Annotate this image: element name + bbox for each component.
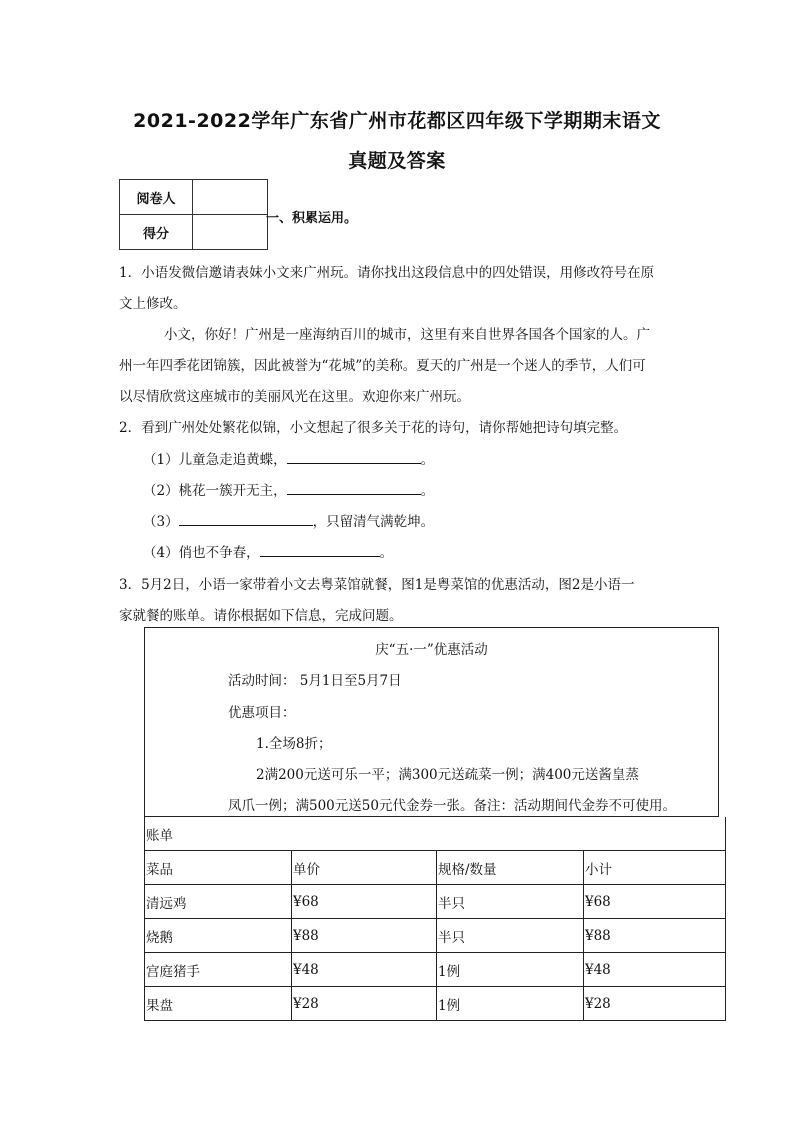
bill-caption: 账单 bbox=[145, 817, 726, 851]
q2-item-1-end: 。 bbox=[420, 452, 435, 468]
page-title-continued: 真题及答案 bbox=[348, 150, 446, 172]
q1-passage-line3: 以尽情欣赏这座城市的美丽风光在这里。欢迎你来广州玩。 bbox=[119, 389, 470, 405]
q2-item-4-end: 。 bbox=[379, 545, 394, 561]
bill-cell-dish: 烧鹅 bbox=[145, 919, 292, 953]
bill-header-row bbox=[145, 851, 726, 885]
promotion-item-2: 2满200元送可乐一平；满300元送疏菜一例；满400元送酱皇蒸 bbox=[256, 767, 639, 783]
q2-item-2 bbox=[143, 479, 434, 499]
score-label: 得分 bbox=[120, 215, 193, 250]
bill-cell-subtotal: ¥28 bbox=[584, 987, 726, 1021]
promotion-title: 庆“五·一”优惠活动 bbox=[375, 642, 488, 658]
q1-passage-line1: 小文，你好！广州是一座海纳百川的城市，这里有来自世界各国各个国家的人。广 bbox=[164, 327, 650, 343]
bill-cell-spec: 半只 bbox=[437, 885, 584, 919]
promotion-item-2-continued: 凤爪一例；满500元送50元代金券一张。备注：活动期间代金券不可使用。 bbox=[228, 798, 676, 814]
bill-cell-price: ¥28 bbox=[292, 987, 437, 1021]
section-heading: 一、积累运用。 bbox=[266, 211, 358, 226]
q3-stem-line2: 家就餐的账单。请你根据如下信息，完成问题。 bbox=[119, 608, 403, 624]
bill-cell-spec: 1例 bbox=[437, 987, 584, 1021]
bill-cell-price: ¥48 bbox=[292, 953, 437, 987]
q2-stem: 2．看到广州处处繁花似锦，小文想起了很多关于花的诗句，请你帮她把诗句填完整。 bbox=[119, 420, 628, 436]
bill-cell-price: ¥88 bbox=[292, 919, 437, 953]
bill-header-price: 单价 bbox=[292, 851, 437, 885]
promotion-box bbox=[144, 627, 719, 817]
q2-item-3-answer-blank[interactable] bbox=[179, 512, 313, 526]
q1-stem-line2: 文上修改。 bbox=[119, 296, 187, 312]
bill-cell-dish: 宫庭猪手 bbox=[145, 953, 292, 987]
bill-header-subtotal: 小计 bbox=[584, 851, 726, 885]
q2-item-2-end: 。 bbox=[420, 483, 435, 499]
bill-cell-price: ¥68 bbox=[292, 885, 437, 919]
bill-cell-dish: 果盘 bbox=[145, 987, 292, 1021]
q1-stem-line1: 1．小语发微信邀请表妹小文来广州玩。请你找出这段信息中的四处错误，用修改符号在原 bbox=[119, 265, 655, 281]
table-row bbox=[145, 953, 726, 987]
promotion-items-label: 优惠项目： bbox=[228, 705, 296, 721]
bill-cell-spec: 半只 bbox=[437, 919, 584, 953]
bill-cell-dish: 清远鸡 bbox=[145, 885, 292, 919]
q2-item-3-end: ，只留清气满乾坤。 bbox=[312, 514, 435, 530]
bill-header-spec: 规格/数量 bbox=[437, 851, 584, 885]
reviewer-field[interactable] bbox=[193, 180, 268, 215]
q2-item-4-text: （4）俏也不争春， bbox=[143, 545, 260, 561]
score-field[interactable] bbox=[193, 215, 268, 250]
table-row bbox=[145, 987, 726, 1021]
bill-cell-subtotal: ¥68 bbox=[584, 885, 726, 919]
q3-stem-line1: 3．5月2日，小语一家带着小文去粤菜馆就餐，图1是粤菜馆的优惠活动，图2是小语一 bbox=[119, 577, 635, 593]
score-box bbox=[119, 179, 268, 250]
q2-item-1 bbox=[143, 448, 434, 468]
reviewer-label: 阅卷人 bbox=[120, 180, 193, 215]
q2-item-4 bbox=[143, 541, 393, 561]
page-title: 2021-2022学年广东省广州市花都区四年级下学期期末语文 bbox=[133, 110, 661, 132]
bill-table bbox=[144, 817, 726, 1021]
q2-item-3 bbox=[143, 510, 434, 530]
bill-header-dish: 菜品 bbox=[145, 851, 292, 885]
bill-cell-subtotal: ¥48 bbox=[584, 953, 726, 987]
q2-item-3-text: （3） bbox=[143, 514, 179, 530]
promotion-item-1: 1.全场8折； bbox=[256, 736, 332, 752]
q2-item-1-text: （1）儿童急走追黄蝶， bbox=[143, 452, 287, 468]
q2-item-4-answer-blank[interactable] bbox=[260, 543, 380, 557]
q2-item-2-text: （2）桃花一簇开无主， bbox=[143, 483, 287, 499]
q2-item-1-answer-blank[interactable] bbox=[287, 450, 421, 464]
table-row bbox=[145, 919, 726, 953]
bill-cell-subtotal: ¥88 bbox=[584, 919, 726, 953]
promotion-time: 活动时间： 5月1日至5月7日 bbox=[228, 673, 402, 689]
table-row bbox=[145, 885, 726, 919]
q1-passage-line2: 州一年四季花团锦簇，因此被誉为“花城”的美称。夏天的广州是一个迷人的季节，人们可 bbox=[119, 358, 646, 374]
q2-item-2-answer-blank[interactable] bbox=[287, 481, 421, 495]
bill-cell-spec: 1例 bbox=[437, 953, 584, 987]
